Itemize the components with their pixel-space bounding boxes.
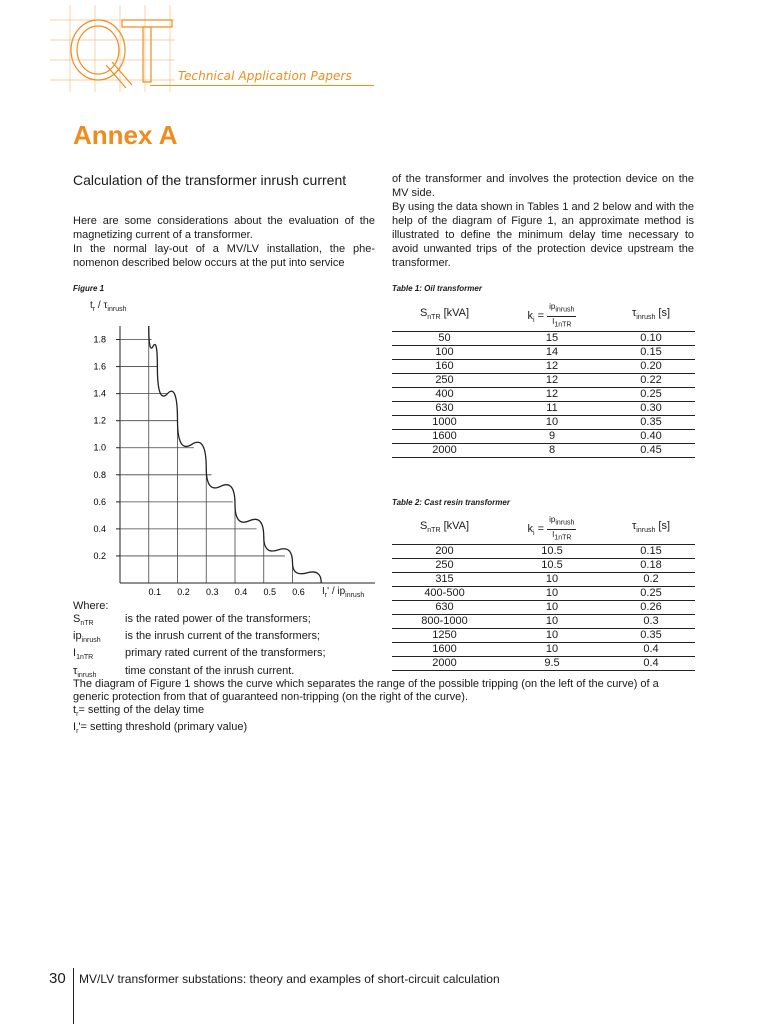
table-row [392, 559, 695, 573]
table-row [392, 430, 695, 444]
figure-label: Figure 1 [73, 284, 105, 293]
table-cell: 400-500 [392, 587, 497, 601]
table-cell: 0.18 [607, 559, 695, 573]
table-cell: 0.4 [607, 657, 695, 671]
table-cell: 15 [497, 332, 607, 346]
table-row [392, 657, 695, 671]
table2-col-power: $S_{nTR}$ [kVA] [392, 514, 497, 545]
conclusion-line-tr: $t_r=$ setting of the delay time [73, 704, 205, 719]
table-cell: 200 [392, 545, 497, 559]
table-cell: 1600 [392, 643, 497, 657]
table-cell: 630 [392, 402, 497, 416]
annex-title: Annex A [73, 120, 178, 150]
x-tick-label: 0.5 [263, 587, 277, 597]
legend-desc: is the rated power of the transformers; [125, 613, 311, 625]
conclusion-text: The diagram of Figure 1 shows the curve which separates the range of the possible tripping (on the left of the curve) of a generic protection from that of guaranteed non-tripping (on the right of the curve). [73, 678, 659, 703]
y-tick-label: 1.6 [93, 361, 106, 372]
table-cell: 9.5 [497, 657, 607, 671]
table-cell: 12 [497, 360, 607, 374]
table-cell: 1250 [392, 629, 497, 643]
y-tick-label: 0.6 [93, 496, 106, 507]
table-row [392, 573, 695, 587]
table2-col-tau: $\tau_{inrush}$ [s] [607, 514, 695, 545]
table-cell: 315 [392, 573, 497, 587]
y-tick-label: 0.8 [93, 469, 106, 480]
y-tick-label: 0.4 [93, 523, 106, 534]
x-tick-label: 0.1 [148, 587, 162, 597]
footer-title: MV/LV transformer substations: theory and examples of short-circuit calculation [79, 972, 500, 986]
y-tick-label: 1.8 [93, 334, 106, 345]
legend-item [73, 630, 373, 647]
table-cell: 160 [392, 360, 497, 374]
table-row [392, 643, 695, 657]
table-cell: 10 [497, 416, 607, 430]
table-cell: 630 [392, 601, 497, 615]
table-cell: 0.10 [607, 332, 695, 346]
y-tick-label: 1.2 [93, 415, 106, 426]
table-cell: 10 [497, 601, 607, 615]
table2-col-ki: $k_i$ = $\frac{ip_{inrush}}{I_{1nTR}}$ [497, 514, 607, 545]
conclusion [73, 678, 695, 738]
qt-logo [40, 0, 180, 95]
table-cell: 10 [497, 573, 607, 587]
table-cell: 0.30 [607, 402, 695, 416]
table1-col-ki: $k_i$ = $\frac{ip_{inrush}}{I_{1nTR}}$ [497, 301, 607, 332]
table-cell: 2000 [392, 657, 497, 671]
intro-col2: of the transformer and involves the protection device on the MV side. By using the data shown in Tables 1 and 2 below and with the help of the diagram of Figure 1, an approximate method is illustrated to define the minimum delay time necessary to avoid unwanted trips of the protection device upstream the transformer. [392, 173, 694, 269]
table1-col-power: $S_{nTR}$ [kVA] [392, 301, 497, 332]
chart-svg [70, 296, 380, 608]
legend-desc: time constant of the inrush current. [125, 664, 295, 677]
table-cell: 0.26 [607, 601, 695, 615]
section-title: Calculation of the transformer inrush current [73, 172, 347, 188]
header-rule [150, 85, 374, 86]
legend-desc: is the inrush current of the transformers; [125, 630, 321, 643]
x-tick-label: 0.2 [177, 587, 190, 597]
page-number: 30 [49, 970, 66, 987]
legend [73, 600, 373, 682]
x-axis-title: $I_r' / ip_{inrush}$ [322, 586, 365, 599]
table-row [392, 388, 695, 402]
table-row [392, 601, 695, 615]
table-cell: 14 [497, 346, 607, 360]
table-row [392, 332, 695, 346]
table-cell: 250 [392, 559, 497, 573]
table-cell: 50 [392, 332, 497, 346]
footer-rule [73, 968, 74, 1024]
table-cell: 9 [497, 430, 607, 444]
legend-symbol: $ip_{inrush}$ [73, 630, 101, 645]
table-cell: 0.15 [607, 545, 695, 559]
table-row [392, 545, 695, 559]
table-cell: 0.4 [607, 643, 695, 657]
table-cell: 0.3 [607, 615, 695, 629]
legend-desc: primary rated current of the transformers; [125, 647, 326, 660]
figure-chart [70, 296, 380, 608]
table1-label: Table 1: Oil transformer [392, 284, 482, 293]
table-row [392, 416, 695, 430]
legend-items [73, 613, 373, 682]
table-cell: 0.2 [607, 573, 695, 587]
y-tick-label: 1.4 [93, 388, 106, 399]
table-row [392, 374, 695, 388]
table-cell: 1600 [392, 430, 497, 444]
series-title: Technical Application Papers [178, 69, 352, 83]
table1-col-tau: $\tau_{inrush}$ [s] [607, 301, 695, 332]
table-cell: 0.25 [607, 388, 695, 402]
y-tick-label: 1.0 [93, 442, 106, 453]
table-cell: 0.20 [607, 360, 695, 374]
table-cell: 1000 [392, 416, 497, 430]
table-row [392, 346, 695, 360]
table-cell: 2000 [392, 444, 497, 458]
table-cell: 10 [497, 615, 607, 629]
table-row [392, 444, 695, 458]
y-tick-label: 0.2 [93, 550, 106, 561]
table-cell: 10 [497, 629, 607, 643]
table-cell: 10 [497, 587, 607, 601]
table-cell: 12 [497, 388, 607, 402]
legend-symbol: $\tau_{inrush}$ [73, 664, 97, 679]
table-cell: 0.40 [607, 430, 695, 444]
table-row [392, 587, 695, 601]
table2-label: Table 2: Cast resin transformer [392, 498, 510, 507]
table-cell: 0.35 [607, 629, 695, 643]
table-cell: 8 [497, 444, 607, 458]
table-row [392, 360, 695, 374]
table-cell: 0.15 [607, 346, 695, 360]
table2 [392, 514, 695, 671]
table-row [392, 402, 695, 416]
legend-symbol: $S_{nTR}$ [73, 613, 94, 628]
x-tick-label: 0.3 [205, 587, 219, 597]
intro-col1: Here are some considerations about the evaluation of the magnetizing current of a transformer. In the normal lay-out of a MV/LV installation, the phe-nomenon described below occurs at the put into service [73, 215, 375, 269]
table-cell: 10.5 [497, 559, 607, 573]
table1 [392, 301, 695, 458]
legend-item [73, 613, 373, 630]
x-tick-label: 0.4 [234, 587, 248, 597]
x-tick-label: 0.6 [292, 587, 305, 597]
y-axis-title: $t_r / \tau_{inrush}$ [90, 300, 127, 313]
table-cell: 10.5 [497, 545, 607, 559]
conclusion-line-ir: $I_r'=$ setting threshold (primary value) [73, 721, 248, 736]
legend-item [73, 647, 373, 664]
table-cell: 10 [497, 643, 607, 657]
table-row [392, 629, 695, 643]
legend-symbol: $I_{1nTR}$ [73, 647, 94, 662]
table-cell: 0.35 [607, 416, 695, 430]
table-cell: 100 [392, 346, 497, 360]
table-cell: 400 [392, 388, 497, 402]
table-cell: 800-1000 [392, 615, 497, 629]
table-cell: 11 [497, 402, 607, 416]
table-cell: 0.22 [607, 374, 695, 388]
table-cell: 12 [497, 374, 607, 388]
table-cell: 0.45 [607, 444, 695, 458]
legend-where: Where: [73, 600, 109, 612]
table-cell: 0.25 [607, 587, 695, 601]
table-cell: 250 [392, 374, 497, 388]
table-row [392, 615, 695, 629]
